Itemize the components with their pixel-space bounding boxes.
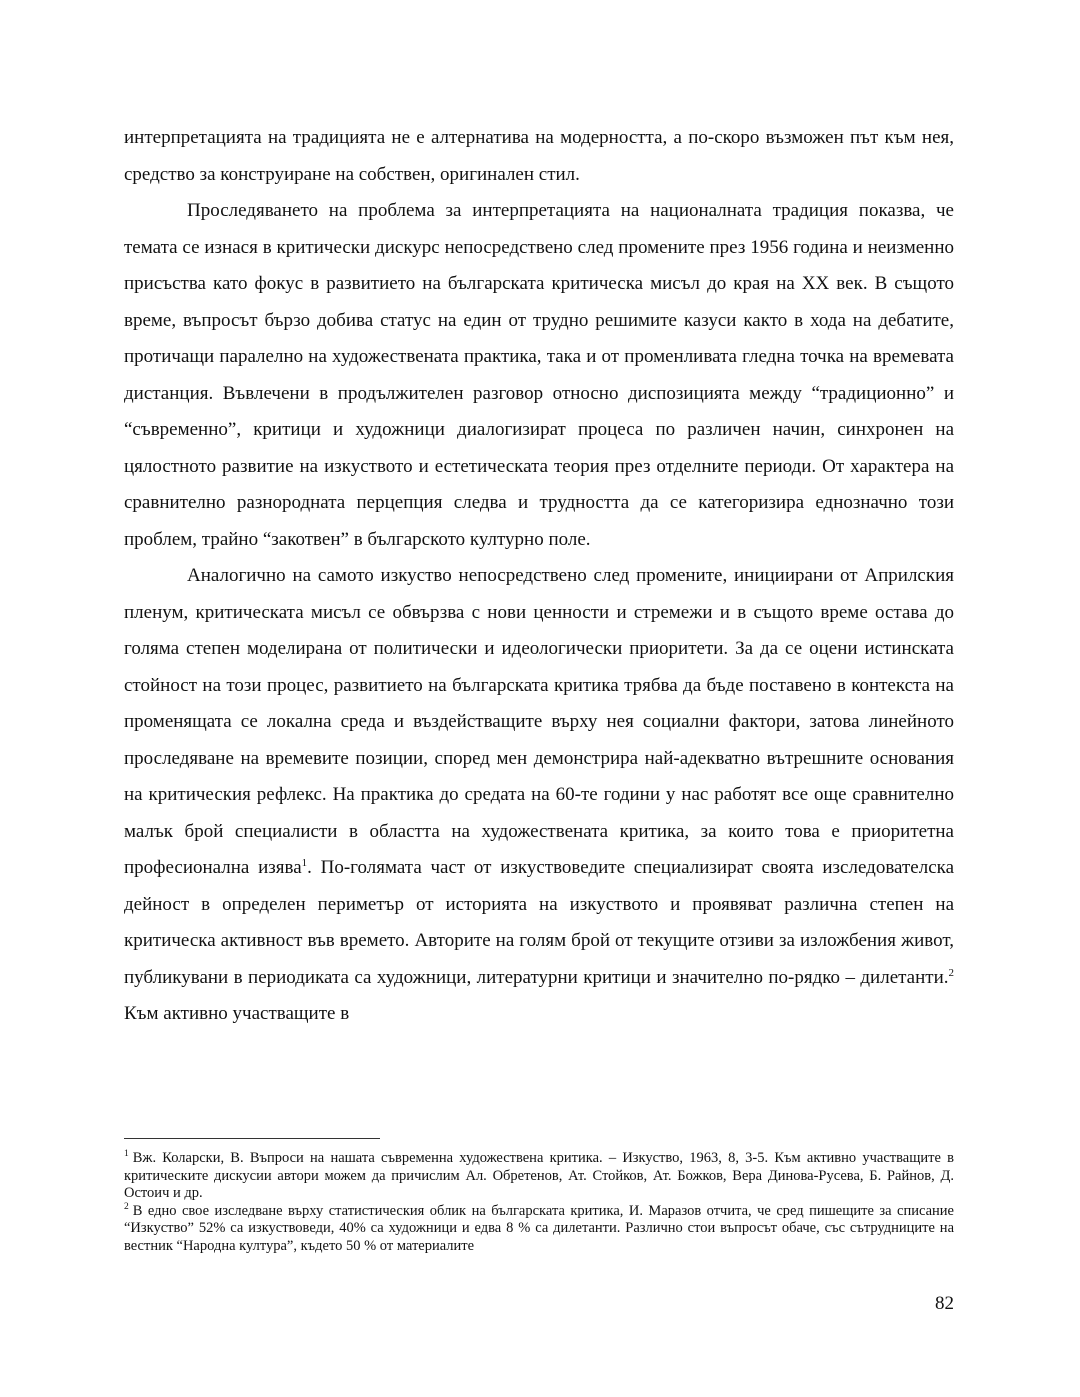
footnote-2-text: В едно свое изследване върху статистическия облик на българската критика, И. Маразов отчита, че сред пишещите за списание “Изкуство” 52% са изкуствоведи, 40% са художници и едва 8 % са дилетанти. Различно стои въпросът обаче, със сътрудниците на вестник “Народна култура”, където 50 % от материалите: [124, 1202, 954, 1254]
footnote-2: [124, 1203, 954, 1256]
paragraph-3-text-a: Аналогично на самото изкуство непосредствено след промените, инициирани от Априлския пленум, критическата мисъл се обвързва с нови ценности и стремежи и в същото време остава до голяма степен моделирана от политически и идеологически приоритети. За да се оцени истинската стойност на този процес, развитието на българската критика трябва да бъде поставено в контекста на променящата се локална среда и въздействащите върху нея социални фактори, затова линейното проследяване на времевите позиции, според мен демонстрира най-адекватно вътрешните основания на критическия рефлекс. На практика до средата на 60-те години у нас работят все още сравнително малък брой специалисти в областта на художествената критика, за които това е приоритетна професионална изява: [124, 565, 954, 878]
paragraph-3-text-c: Към активно участващите в: [124, 1003, 350, 1024]
footnote-ref-2: 2: [948, 966, 954, 979]
footnote-1: [124, 1150, 954, 1203]
paragraph-3-text-b: . По-голямата част от изкуствоведите специализират своята изследователска дейност в определен периметър от историята на изкуството и проявяват различна степен на критическа активност във времето. Авторите на голям брой от текущите отзиви за изложбения живот, публикувани в периодиката са художници, литературни критици и значително по-рядко – дилетанти.: [124, 857, 955, 988]
footnote-ref-1: 1: [301, 857, 308, 869]
page-number: 82: [935, 1293, 954, 1314]
footnote-separator: [124, 1138, 380, 1139]
footnote-2-number: 2: [124, 1201, 129, 1212]
paragraph-1: интерпретацията на традицията не е алтернатива на модерността, а по-скоро възможен път към нея, средство за конструиране на собствен, оригинален стил.: [124, 127, 954, 185]
paragraph-2: Проследяването на проблема за интерпретацията на националната традиция показва, че темата се изнася в критически дискурс непосредствено след промените през 1956 година и неизменно присъства като фокус в развитието на българската критическа мисъл до края на XX век. В същото време, въпросът бързо добива статус на един от трудно решимите казуси както в хода на дебатите, протичащи паралелно на художествената практика, така и от променливата гледна точка на времевата дистанция. Въвлечени в продължителен разговор относно диспозицията между “традиционно” и “съвременно”, критици и художници диалогизират процеса по различен начин, синхронен на цялостното развитие на изкуството и естетическата теория през отделните периоди. От характера на сравнително разнородната перцепция следва и трудността да се категоризира еднозначно този проблем, трайно “закотвен” в българското културно поле.: [124, 200, 954, 550]
footnotes: [124, 1150, 954, 1255]
footnote-1-text: Вж. Коларски, В. Въпроси на нашата съвременна художествена критика. – Изкуство, 1963, 8, 3-5. Към активно участващите в критическите дискусии автори можем да причислим Ал. Обретенов, Ат. Стойков, Ат. Божков, Вера Динова-Русева, Б. Райнов, Д. Остоич и др.: [124, 1150, 954, 1201]
body-text: [124, 120, 954, 1033]
paragraph-3: [124, 558, 954, 1033]
footnote-1-number: 1: [124, 1149, 129, 1159]
